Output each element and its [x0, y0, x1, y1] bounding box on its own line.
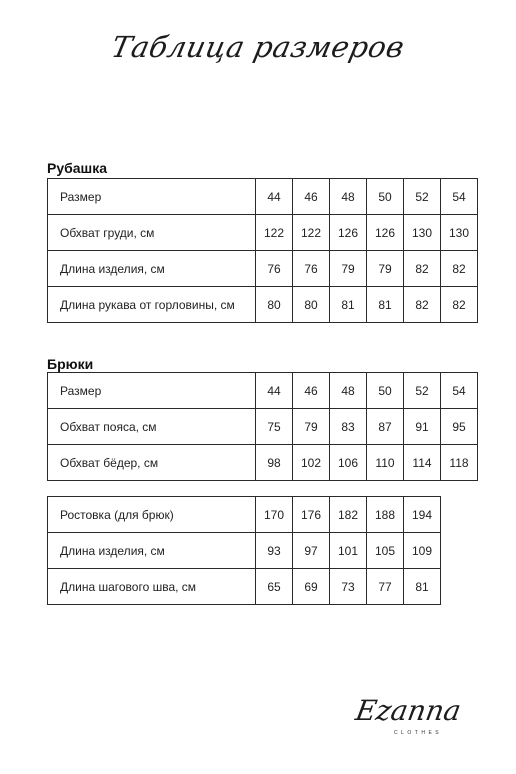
- table-cell: 102: [293, 445, 330, 481]
- table-cell: 80: [256, 287, 293, 323]
- table-cell: 54: [441, 179, 478, 215]
- table-cell: 109: [404, 533, 441, 569]
- pants-section-title: Брюки: [47, 356, 94, 372]
- table-cell: 106: [330, 445, 367, 481]
- table-cell: 101: [330, 533, 367, 569]
- table-cell: 76: [256, 251, 293, 287]
- shirt-size-table: [47, 178, 478, 323]
- table-cell: 52: [404, 373, 441, 409]
- table-row: [48, 215, 478, 251]
- table-cell: 52: [404, 179, 441, 215]
- table-cell: 194: [404, 497, 441, 533]
- table-cell: 97: [293, 533, 330, 569]
- table-cell: 79: [330, 251, 367, 287]
- table-cell: 50: [367, 179, 404, 215]
- shirt-section-title: Рубашка: [47, 160, 108, 176]
- table-row: [48, 533, 441, 569]
- table-cell: 130: [441, 215, 478, 251]
- table-cell: 81: [404, 569, 441, 605]
- row-label: Длина шагового шва, см: [48, 569, 256, 605]
- brand-logo: [350, 694, 490, 742]
- height-size-table: [47, 496, 441, 605]
- table-row: [48, 179, 478, 215]
- table-row: [48, 373, 478, 409]
- row-label: Обхват пояса, см: [48, 409, 256, 445]
- row-label: Размер: [48, 179, 256, 215]
- row-label: Обхват груди, см: [48, 215, 256, 251]
- table-cell: 79: [293, 409, 330, 445]
- row-label: Обхват бёдер, см: [48, 445, 256, 481]
- table-cell: 82: [441, 251, 478, 287]
- table-cell: 81: [367, 287, 404, 323]
- table-cell: 46: [293, 373, 330, 409]
- row-label: Длина рукава от горловины, см: [48, 287, 256, 323]
- table-cell: 79: [367, 251, 404, 287]
- table-row: [48, 287, 478, 323]
- table-row: [48, 445, 478, 481]
- brand-logo-name: Ezanna: [353, 694, 464, 727]
- table-cell: 126: [367, 215, 404, 251]
- row-label: Ростовка (для брюк): [48, 497, 256, 533]
- table-cell: 95: [441, 409, 478, 445]
- table-cell: 46: [293, 179, 330, 215]
- table-cell: 48: [330, 179, 367, 215]
- table-cell: 182: [330, 497, 367, 533]
- table-cell: 126: [330, 215, 367, 251]
- table-cell: 50: [367, 373, 404, 409]
- row-label: Длина изделия, см: [48, 533, 256, 569]
- table-cell: 82: [404, 251, 441, 287]
- table-cell: 122: [256, 215, 293, 251]
- table-row: [48, 409, 478, 445]
- row-label: Длина изделия, см: [48, 251, 256, 287]
- table-cell: 110: [367, 445, 404, 481]
- table-cell: 44: [256, 373, 293, 409]
- row-label: Размер: [48, 373, 256, 409]
- table-cell: 87: [367, 409, 404, 445]
- table-cell: 44: [256, 179, 293, 215]
- table-cell: 91: [404, 409, 441, 445]
- table-cell: 114: [404, 445, 441, 481]
- table-row: [48, 569, 441, 605]
- page-title: Таблица размеров: [108, 30, 408, 64]
- table-row: [48, 497, 441, 533]
- table-cell: 188: [367, 497, 404, 533]
- table-cell: 130: [404, 215, 441, 251]
- table-cell: 82: [404, 287, 441, 323]
- pants-size-table: [47, 372, 478, 481]
- table-cell: 73: [330, 569, 367, 605]
- table-cell: 69: [293, 569, 330, 605]
- table-cell: 105: [367, 533, 404, 569]
- table-cell: 54: [441, 373, 478, 409]
- table-cell: 75: [256, 409, 293, 445]
- table-cell: 93: [256, 533, 293, 569]
- brand-logo-subtitle: CLOTHES: [394, 730, 443, 736]
- table-cell: 82: [441, 287, 478, 323]
- table-cell: 76: [293, 251, 330, 287]
- table-cell: 83: [330, 409, 367, 445]
- page-title-wrap: [0, 30, 516, 64]
- table-row: [48, 251, 478, 287]
- table-cell: 122: [293, 215, 330, 251]
- table-cell: 118: [441, 445, 478, 481]
- table-cell: 77: [367, 569, 404, 605]
- table-cell: 65: [256, 569, 293, 605]
- table-cell: 81: [330, 287, 367, 323]
- table-cell: 48: [330, 373, 367, 409]
- table-cell: 170: [256, 497, 293, 533]
- table-cell: 176: [293, 497, 330, 533]
- table-cell: 80: [293, 287, 330, 323]
- table-cell: 98: [256, 445, 293, 481]
